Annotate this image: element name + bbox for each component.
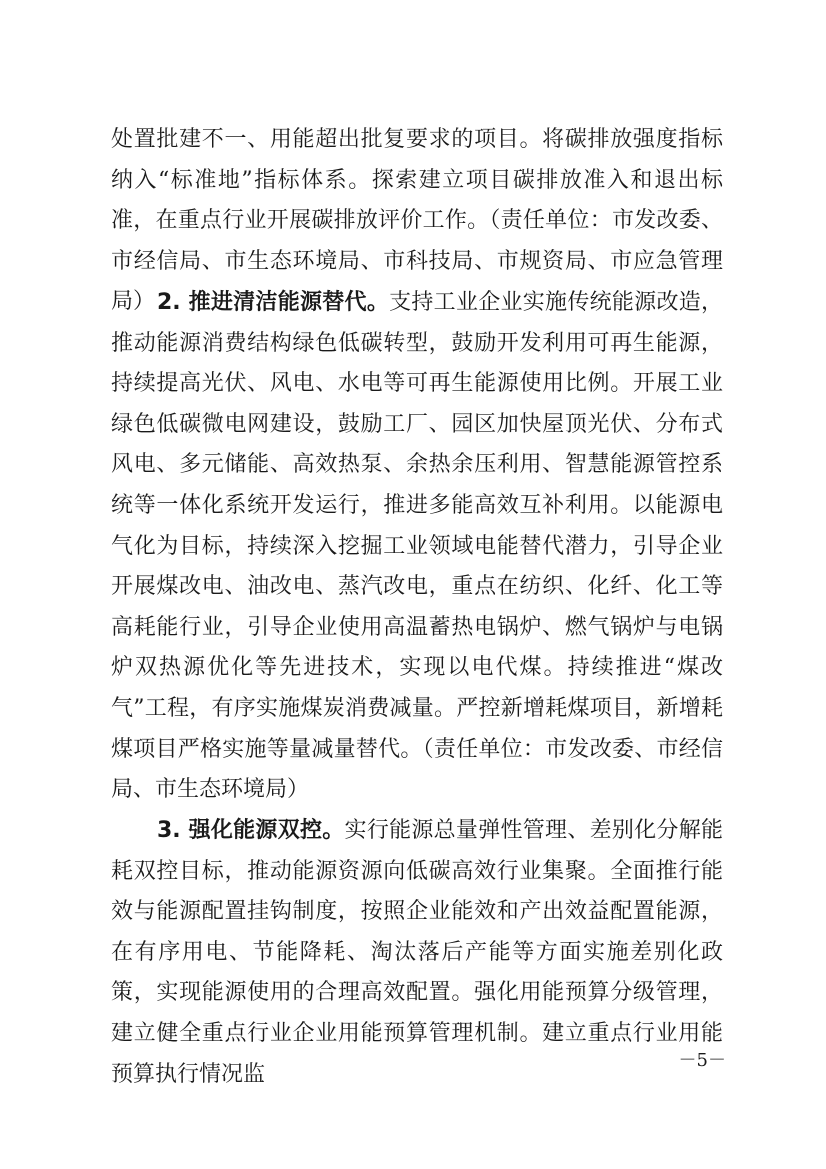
paragraph-text: 支持工业企业实施传统能源改造，推动能源消费结构绿色低碳转型，鼓励开发利用可再生能源，持续提高光伏、风电、水电等可再生能源使用比例。开展工业绿色低碳微电网建设，鼓励工厂、园区加快屋顶光伏、分布式风电、多元储能、高效热泵、余热余压利用、智慧能源管控系统等一体化系统开发运行，推进多能高效互补利用。以能源电气化为目标，持续深入挖掘工业领域电能替代潜力，引导企业开展煤改电、油改电、蒸汽改电，重点在纺织、化纤、化工等高耗能行业，引导企业使用高温蓄热电锅炉、燃气锅炉与电锅炉双热源优化等先进技术，实现以电代煤。持续推进“煤改气”工程，有序实施煤炭消费减量。严控新增耗煤项目，新增耗煤项目严格实施等量减量替代。（责任单位：市发改委、市经信局、市生态环境局）: [111, 290, 723, 803]
section-heading-energy-control: 3. 强化能源双控。: [157, 818, 345, 843]
paragraph-energy-control: [111, 811, 723, 1095]
paragraph-clean-energy: [111, 283, 723, 811]
section-heading-clean-energy: 2. 推进清洁能源替代。: [157, 290, 390, 315]
paragraph-text: 实行能源总量弹性管理、差别化分解能耗双控目标，推动能源资源向低碳高效行业集聚。全面推行能效与能源配置挂钩制度，按照企业能效和产出效益配置能源，在有序用电、节能降耗、淘汰落后产能等方面实施差别化政策，实现能源使用的合理高效配置。强化用能预算分级管理，建立健全重点行业企业用能预算管理机制。建立重点行业用能预算执行情况监: [111, 818, 723, 1087]
paragraph-text: 处置批建不一、用能超出批复要求的项目。将碳排放强度指标纳入“标准地”指标体系。探索建立项目碳排放准入和退出标准，在重点行业开展碳排放评价工作。（责任单位：市发改委、市经信局、市生态环境局、市科技局、市规资局、市应急管理局）: [111, 127, 723, 315]
page-number: －5－: [678, 1050, 726, 1071]
